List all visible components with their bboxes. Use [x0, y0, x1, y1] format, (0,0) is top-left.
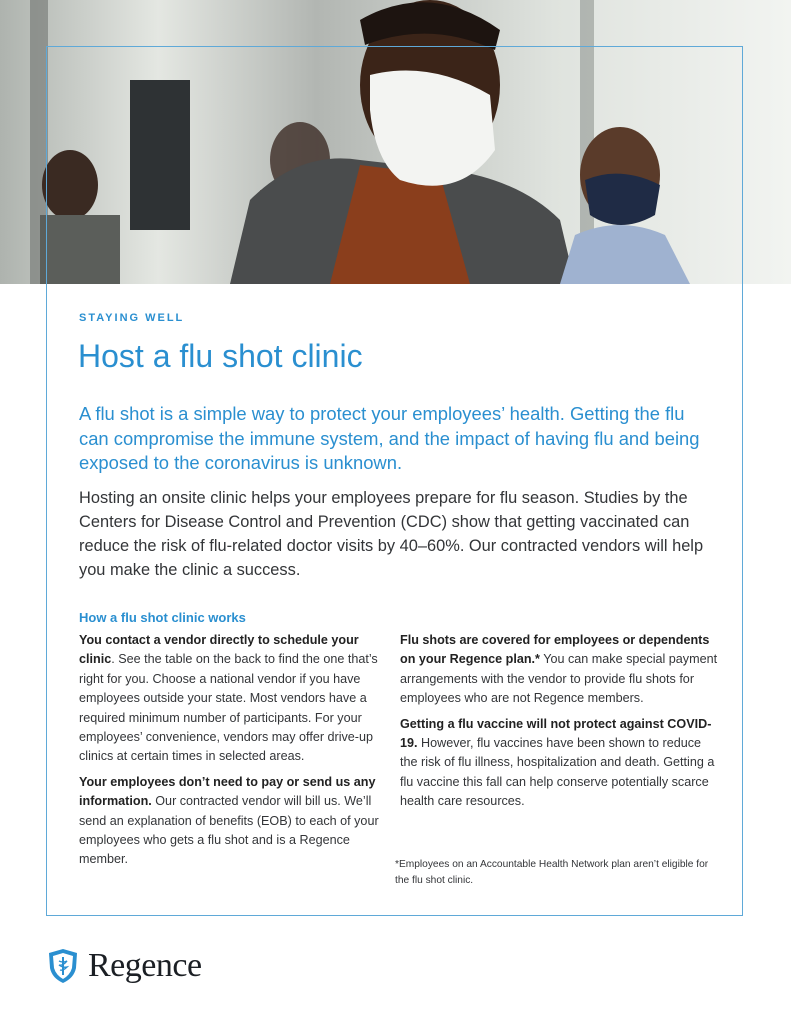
right-paragraph-2-text: However, flu vaccines have been shown to reduce the risk of flu illness, hospitalization and death. Getting a flu vaccine this fall can help conserve potentially scarce health care resources.: [400, 736, 715, 809]
lead-paragraph: A flu shot is a simple way to protect your employees’ health. Getting the flu can compromise the immune system, and the impact of having flu and being exposed to the coronavirus is unknown.: [79, 403, 700, 473]
right-paragraph-1-bold: Flu shots are covered for employees or dependents on your Regence plan.*: [400, 633, 710, 667]
regence-logo: [48, 946, 202, 986]
right-paragraph-2: [400, 715, 722, 812]
right-paragraph-2-bold: Getting a flu vaccine will not protect against COVID-19.: [400, 716, 712, 751]
page-title: Host a flu shot clinic: [78, 338, 363, 374]
left-paragraph-2: [79, 773, 379, 870]
left-paragraph-1-text: . See the table on the back to find the one that’s right for you. Choose a national vendor if you have employees outside your state. Most vendors have a required minimum number of participants. For your employees’ convenience, vendors may offer drive-up clinics at certain times in selected areas.: [79, 652, 378, 764]
right-column: [400, 631, 722, 818]
footnote: *Employees on an Accountable Health Network plan aren’t eligible for the flu shot clinic.: [395, 859, 709, 886]
left-paragraph-1-bold: You contact a vendor directly to schedule your clinic: [79, 633, 359, 667]
right-paragraph-1-text: You can make special payment arrangements with the vendor to provide flu shots for employees who are not Regence members.: [400, 652, 718, 706]
hero-illustration: [0, 0, 791, 284]
left-paragraph-1: [79, 631, 379, 767]
left-paragraph-2-text: Our contracted vendor will bill us. We’ll send an explanation of benefits (EOB) to each of your employees who gets a flu shot and is a Regence member.: [79, 794, 379, 867]
left-paragraph-2-bold: Your employees don’t need to pay or send us any information.: [79, 774, 376, 809]
left-column: [79, 631, 379, 876]
logo-wordmark: Regence: [88, 947, 202, 984]
section-eyebrow: STAYING WELL: [79, 312, 185, 324]
shield-icon: [48, 948, 78, 984]
hero-photo: [0, 0, 791, 284]
section-heading: How a flu shot clinic works: [79, 610, 246, 625]
right-paragraph-1: [400, 631, 722, 709]
body-paragraph: Hosting an onsite clinic helps your employees prepare for flu season. Studies by the Centers for Disease Control and Prevention (CDC) show that getting vaccinated can reduce the risk of flu-related doctor visits by 40–60%. Our contracted vendors will help you make the clinic a success.: [79, 489, 704, 579]
